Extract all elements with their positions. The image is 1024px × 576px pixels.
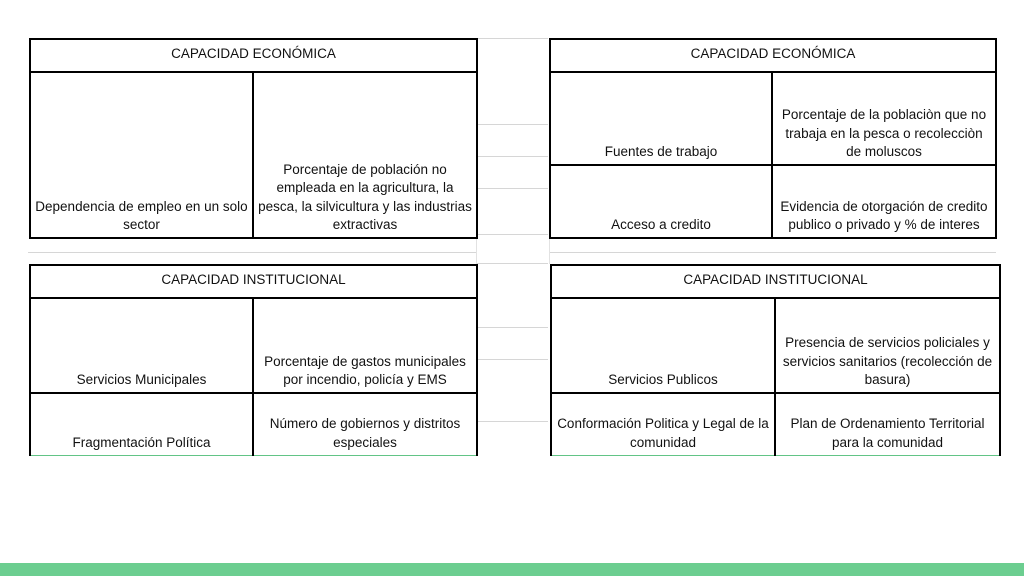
measure-cell: Porcentaje de la poblaciòn que no trabaja en la pesca o recolecciòn de moluscos (772, 72, 996, 165)
table-header: CAPACIDAD INSTITUCIONAL (30, 265, 477, 298)
economic-capacity-table-left (29, 38, 478, 239)
table-header: CAPACIDAD ECONÓMICA (30, 39, 477, 72)
indicator-cell: Dependencia de empleo en un solo sector (30, 72, 253, 238)
gridline (476, 263, 548, 264)
indicator-cell: Acceso a credito (550, 165, 772, 238)
indicator-cell: Fragmentación Política (30, 393, 253, 455)
table-header: CAPACIDAD ECONÓMICA (550, 39, 996, 72)
gridline (549, 236, 550, 264)
measure-cell: Porcentaje de gastos municipales por incendio, policía y EMS (253, 298, 477, 393)
gridline (476, 327, 548, 328)
gridline (28, 252, 476, 253)
measure-cell: Número de gobiernos y distritos especiales (253, 393, 477, 455)
economic-capacity-table-right (549, 38, 997, 239)
indicator-cell: Fuentes de trabajo (550, 72, 772, 165)
gridline (476, 124, 548, 125)
measure-cell: Plan de Ordenamiento Territorial para la comunidad (775, 393, 1000, 455)
gridline (476, 38, 548, 39)
gridline (476, 234, 548, 235)
gridline (476, 421, 548, 422)
indicator-cell: Conformación Politica y Legal de la comunidad (551, 393, 775, 455)
measure-cell: Presencia de servicios policiales y servicios sanitarios (recolección de basura) (775, 298, 1000, 393)
indicator-cell: Servicios Municipales (30, 298, 253, 393)
measure-cell: Porcentaje de población no empleada en la agricultura, la pesca, la silvicultura y las industrias extractivas (253, 72, 477, 238)
measure-cell: Evidencia de otorgación de credito publico o privado y % de interes (772, 165, 996, 238)
accent-footer-bar (0, 563, 1024, 576)
institutional-capacity-table-right (550, 264, 1001, 456)
gridline (476, 359, 548, 360)
table-header: CAPACIDAD INSTITUCIONAL (551, 265, 1000, 298)
gridline (476, 236, 477, 264)
institutional-capacity-table-left (29, 264, 478, 456)
gridline (476, 188, 548, 189)
gridline (476, 156, 548, 157)
indicator-cell: Servicios Publicos (551, 298, 775, 393)
gridline (550, 252, 996, 253)
